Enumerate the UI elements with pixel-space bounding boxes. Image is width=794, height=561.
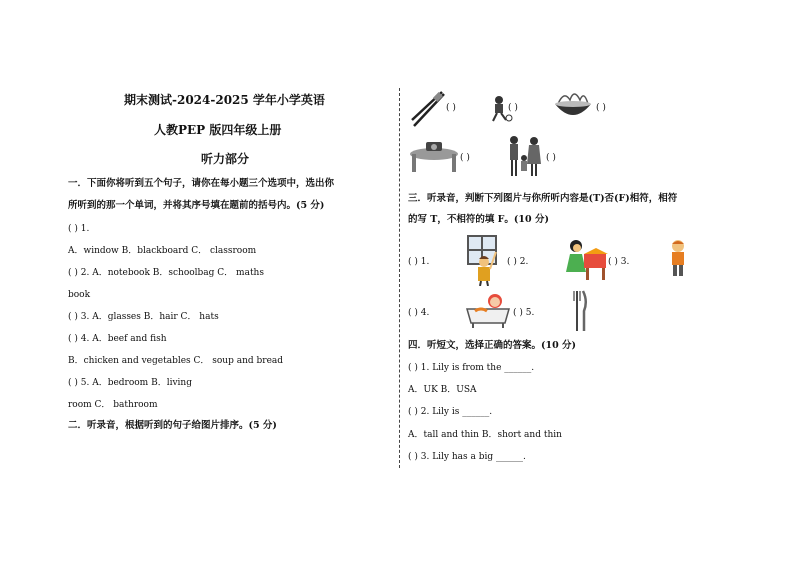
- section4-heading: 四．听短文，选择正确的答案。(10 分): [408, 340, 577, 351]
- passage-q1-options: A．UK B．USA: [408, 385, 477, 395]
- tf-item-3: ( ) 3.: [608, 257, 630, 267]
- phone-table-icon: [408, 136, 460, 174]
- q3-line: ( ) 3. A．glasses B．hair C． hats: [68, 312, 219, 322]
- part-title: 听力部分: [201, 152, 250, 166]
- q5-wrap: room C． bathroom: [68, 400, 158, 410]
- passage-q2: ( ) 2. Lily is ______.: [408, 407, 493, 417]
- section3-heading-line1: 三．听录音，判断下列图片与你所听内容是(T)否(F)相符，相符: [408, 193, 678, 204]
- family-icon: [502, 134, 548, 180]
- noodles-bowl-icon: [552, 86, 594, 126]
- tf-item-2: ( ) 2.: [507, 257, 529, 267]
- passage-q1: ( ) 1. Lily is from the ______.: [408, 363, 535, 373]
- section2-heading: 二．听录音，根据听到的句子给图片排序。(5 分): [68, 420, 277, 431]
- q4-options: B．chicken and vegetables C． soup and bread: [68, 356, 284, 366]
- q5-line: ( ) 5. A．bedroom B．living: [68, 378, 192, 388]
- knife-fork-icon: [571, 289, 589, 333]
- tf-item-4: ( ) 4.: [408, 308, 430, 318]
- q1-options: A．window B．blackboard C． classroom: [68, 246, 257, 256]
- exam-title: 期末测试-2024-2025 学年小学英语: [124, 93, 325, 107]
- section1-heading-line2: 所听到的那一个单词，并将其序号填在题前的括号内。(5 分): [68, 200, 325, 211]
- column-divider: [399, 88, 400, 468]
- tf-item-5: ( ) 5.: [513, 308, 535, 318]
- passage-q2-options: A．tall and thin B．short and thin: [408, 430, 562, 440]
- order-bracket-4: ( ): [460, 153, 470, 163]
- order-bracket-3: ( ): [596, 103, 606, 113]
- tf-item-1: ( ) 1.: [408, 257, 430, 267]
- section3-heading-line2: 的写 T，不相符的填 F。(10 分): [408, 214, 549, 225]
- boy-window-icon: [464, 234, 504, 286]
- bathtub-icon: [465, 293, 511, 329]
- order-bracket-5: ( ): [546, 153, 556, 163]
- order-bracket-1: ( ): [446, 103, 456, 113]
- order-bracket-2: ( ): [508, 103, 518, 113]
- q1-line: ( ) 1.: [68, 224, 90, 234]
- q2-line: ( ) 2. A．notebook B．schoolbag C． maths: [68, 268, 264, 278]
- q2-wrap: book: [68, 290, 91, 300]
- q4-line: ( ) 4. A．beef and fish: [68, 334, 167, 344]
- section1-heading-line1: 一．下面你将听到五个句子，请你在每小题三个选项中，选出你: [68, 178, 335, 189]
- boy-standing-icon: [666, 238, 690, 278]
- girl-desk-icon: [562, 238, 610, 282]
- passage-q3: ( ) 3. Lily has a big ______.: [408, 452, 526, 462]
- chopsticks-icon: [408, 90, 448, 130]
- exam-subtitle: 人教PEP 版四年级上册: [154, 123, 282, 137]
